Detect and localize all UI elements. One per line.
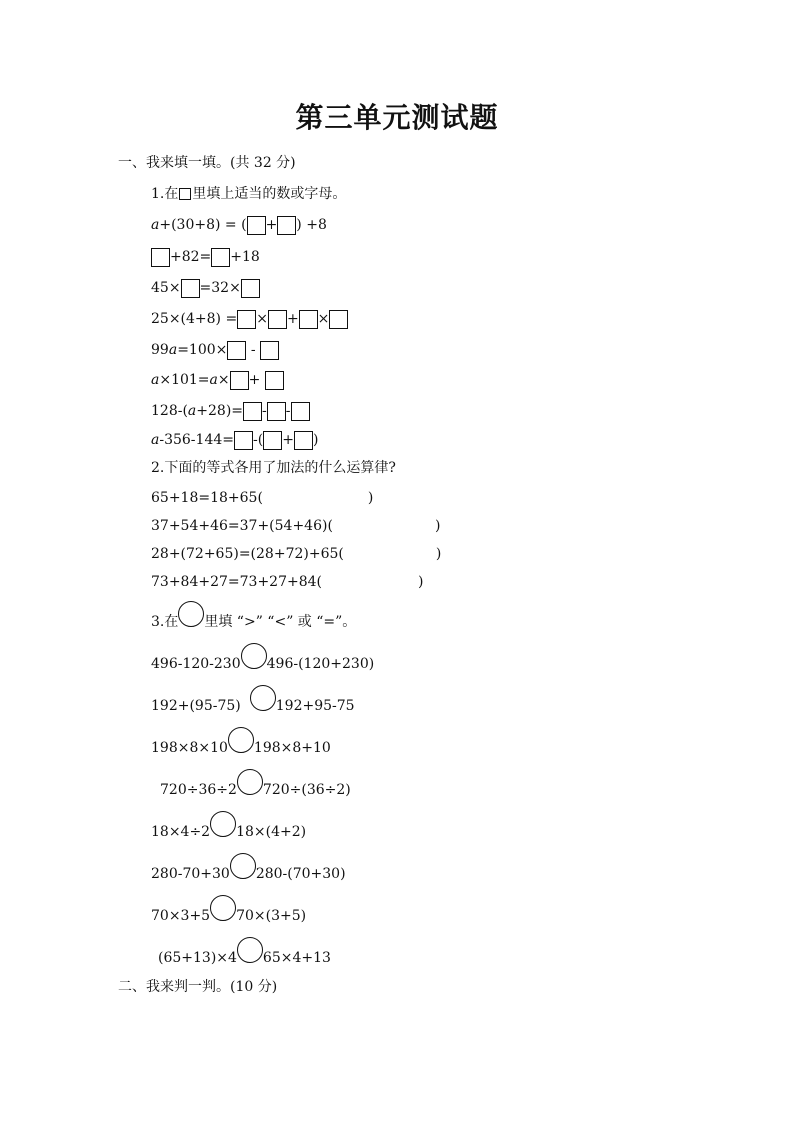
left-expr: 192+(95-75) — [151, 698, 241, 714]
compare-circle[interactable] — [241, 643, 267, 669]
expr-part: =100× — [177, 342, 228, 358]
compare-circle[interactable] — [230, 853, 256, 879]
expr-part: 99 — [151, 342, 169, 358]
compare-circle[interactable] — [228, 727, 254, 753]
right-expr: 720÷(36÷2) — [262, 782, 351, 798]
expr-part: ) +8 — [296, 217, 327, 233]
var-a: a — [151, 372, 160, 388]
answer-box[interactable] — [277, 216, 296, 235]
compare-circle[interactable] — [210, 811, 236, 837]
expr-part: =32× — [199, 280, 241, 296]
answer-box[interactable] — [299, 310, 318, 329]
close-paren: ) — [367, 490, 374, 506]
answer-box[interactable] — [237, 310, 256, 329]
answer-box[interactable] — [260, 341, 279, 360]
q3-row-7 — [151, 903, 306, 929]
right-expr: 198×8+10 — [253, 740, 331, 756]
left-expr: 280-70+30 — [151, 866, 230, 882]
q1-prompt — [151, 183, 346, 205]
answer-box[interactable] — [211, 248, 230, 267]
answer-box[interactable] — [291, 402, 310, 421]
page-title: 第三单元测试题 — [295, 101, 499, 134]
expr-part: ×101= — [159, 372, 210, 388]
right-expr: 70×(3+5) — [236, 908, 307, 924]
q2-row-3 — [151, 543, 441, 565]
answer-box[interactable] — [241, 279, 260, 298]
expr-part: + — [265, 217, 278, 233]
expr-part: - — [246, 342, 261, 358]
expr-part: + — [286, 311, 299, 327]
q1-row-6 — [151, 369, 284, 391]
q1-row-8 — [151, 429, 318, 451]
q1-row-5 — [151, 339, 279, 361]
expr-part: - — [285, 403, 291, 419]
expr-part: +18 — [230, 249, 260, 265]
q1-prompt-before: 1.在 — [151, 186, 179, 202]
right-expr: 496-(120+230) — [266, 656, 375, 672]
answer-box[interactable] — [151, 248, 170, 267]
equation: 37+54+46=37+(54+46)( — [151, 518, 333, 534]
compare-circle[interactable] — [237, 937, 263, 963]
section-1-heading: 一、我来填一填。(共 32 分) — [118, 155, 296, 171]
q3-prompt — [151, 609, 356, 635]
expr-part: + — [248, 372, 265, 388]
compare-circle-symbol — [178, 601, 204, 627]
q3-row-2 — [151, 693, 355, 719]
expr-part: 128-( — [151, 403, 188, 419]
close-paren: ) — [435, 546, 442, 562]
close-paren: ) — [418, 574, 424, 590]
answer-box[interactable] — [268, 310, 287, 329]
answer-box[interactable] — [263, 431, 282, 450]
expr-part: × — [256, 311, 268, 327]
answer-box[interactable] — [267, 402, 286, 421]
equation: 28+(72+65)=(28+72)+65( — [151, 546, 344, 562]
expr-part: + — [282, 432, 294, 448]
compare-circle[interactable] — [250, 685, 276, 711]
left-expr: (65+13)×4 — [158, 950, 237, 966]
right-expr: 280-(70+30) — [255, 866, 346, 882]
q3-row-8 — [158, 945, 331, 971]
var-a: a — [151, 432, 160, 448]
expr-part: -356-144= — [159, 432, 234, 448]
q3-row-4 — [160, 777, 351, 803]
q1-prompt-after: 里填上适当的数或字母。 — [192, 186, 347, 202]
expr-part: -( — [253, 432, 264, 448]
answer-box[interactable] — [230, 371, 249, 390]
compare-circle[interactable] — [237, 769, 263, 795]
left-expr: 18×4÷2 — [151, 824, 211, 840]
q3-row-3 — [151, 735, 331, 761]
equation: 73+84+27=73+27+84( — [151, 574, 323, 590]
close-paren: ) — [434, 518, 441, 534]
expr-part: - — [262, 403, 267, 419]
q2-prompt: 2.下面的等式各用了加法的什么运算律? — [151, 460, 396, 476]
equation: 65+18=18+65( — [151, 490, 263, 506]
q1-row-1 — [151, 214, 327, 236]
expr-part: ) — [312, 432, 319, 448]
left-expr: 720÷36÷2 — [160, 782, 237, 798]
q1-row-7 — [151, 400, 310, 422]
left-expr: 496-120-230 — [151, 656, 241, 672]
answer-box[interactable] — [181, 279, 200, 298]
var-a: a — [187, 403, 197, 419]
q2-row-2 — [151, 515, 440, 537]
right-expr: 18×(4+2) — [236, 824, 307, 840]
q3-row-1 — [151, 651, 374, 677]
right-expr: 65×4+13 — [262, 950, 331, 966]
q3-prompt-after: 里填 “>” “<” 或 “=”。 — [204, 614, 357, 630]
var-a: a — [209, 372, 218, 388]
q1-row-3 — [151, 277, 260, 299]
q3-row-5 — [151, 819, 306, 845]
var-a: a — [168, 342, 178, 358]
answer-box-symbol — [179, 188, 191, 200]
answer-box[interactable] — [329, 310, 348, 329]
expr-part: 25×(4+8) = — [151, 311, 238, 327]
expr-part: × — [217, 372, 230, 388]
answer-box[interactable] — [247, 216, 266, 235]
section-2-heading: 二、我来判一判。(10 分) — [118, 979, 278, 995]
expr-part: +28)= — [196, 403, 244, 419]
q1-row-4 — [151, 308, 348, 330]
expr-part: +(30+8) = ( — [159, 217, 247, 233]
right-expr: 192+95-75 — [275, 698, 355, 714]
expr-part: +82= — [170, 249, 212, 265]
answer-box[interactable] — [227, 341, 246, 360]
compare-circle[interactable] — [210, 895, 236, 921]
q2-row-4 — [151, 571, 423, 593]
expr-part: 45× — [151, 280, 181, 296]
answer-box[interactable] — [234, 431, 253, 450]
answer-box[interactable] — [294, 431, 313, 450]
answer-box[interactable] — [265, 371, 284, 390]
q2-row-1 — [151, 487, 373, 509]
q1-row-2 — [151, 246, 260, 268]
expr-part: × — [317, 311, 330, 327]
answer-box[interactable] — [243, 402, 262, 421]
left-expr: 70×3+5 — [151, 908, 211, 924]
q3-row-6 — [151, 861, 346, 887]
left-expr: 198×8×10 — [151, 740, 228, 756]
q3-prompt-before: 3.在 — [151, 614, 179, 630]
var-a: a — [151, 217, 160, 233]
